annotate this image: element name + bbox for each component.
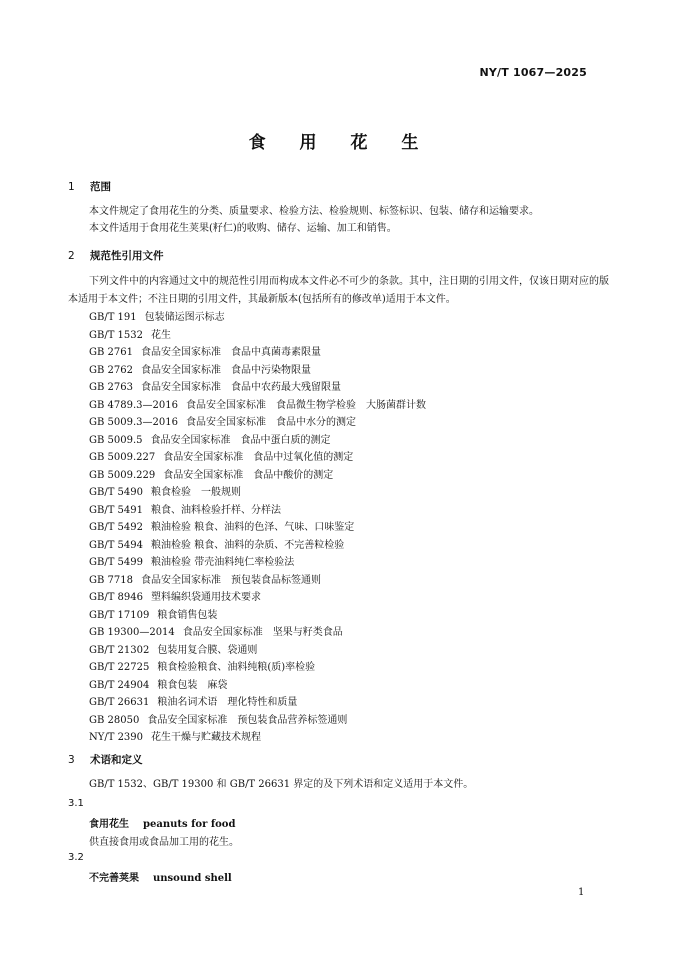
reference-title: 粮油检验 粮食、油料的色泽、气味、口味鉴定	[151, 522, 355, 533]
reference-code: GB/T 26631	[89, 697, 150, 708]
reference-title: 粮食包装 麻袋	[157, 679, 228, 691]
reference-code: NY/T 2390	[89, 732, 144, 743]
reference-code: GB/T 24904	[89, 679, 150, 691]
reference-title: 食品安全国家标准 食品微生物学检验 大肠菌群计数	[185, 399, 426, 411]
reference-title: 食品安全国家标准 预包装食品营养标签通则	[147, 714, 348, 726]
reference-title: 粮食销售包装	[157, 609, 218, 621]
reference-item	[89, 483, 241, 498]
reference-code: GB/T 8946	[89, 592, 144, 603]
reference-code: GB 4789.3—2016	[89, 399, 178, 411]
scope-paragraph-2: 本文件适用于食用花生荚果(籽仁)的收购、储存、运输、加工和销售。	[89, 223, 397, 234]
reference-code: GB/T 22725	[89, 662, 150, 673]
reference-title: 粮油检验 粮食、油料的杂质、不完善粒检验	[151, 539, 345, 551]
reference-code: GB 2762	[89, 364, 133, 376]
reference-item	[89, 658, 315, 673]
reference-title: 花生干燥与贮藏技术规程	[151, 732, 262, 743]
reference-code: GB/T 5494	[89, 539, 144, 551]
term-3-2	[89, 869, 232, 884]
reference-code: GB/T 5492	[89, 522, 144, 533]
reference-code: GB 5009.3—2016	[89, 417, 178, 428]
reference-item	[89, 588, 261, 603]
reference-title: 花生	[151, 329, 172, 341]
reference-code: GB/T 5490	[89, 487, 144, 498]
reference-title: 粮食检验粮食、油料纯粮(质)率检验	[157, 662, 316, 673]
term-cn: 食用花生	[89, 819, 129, 830]
reference-title: 食品安全国家标准 食品中酸价的测定	[163, 469, 334, 481]
terms-intro: GB/T 1532、GB/T 19300 和 GB/T 26631 界定的及下列术语和定义适用于本文件。	[89, 779, 474, 790]
term-3-1	[89, 815, 235, 830]
reference-code: GB 2761	[89, 347, 133, 358]
section-number: 1	[68, 181, 75, 193]
standard-number: NY/T 1067—2025	[479, 66, 587, 79]
reference-item	[89, 308, 225, 323]
reference-code: GB 7718	[89, 574, 133, 586]
reference-title: 粮油检验 带壳油料纯仁率检验法	[151, 557, 295, 568]
reference-code: GB/T 17109	[89, 609, 150, 621]
reference-title: 食品安全国家标准 食品中污染物限量	[140, 364, 311, 376]
reference-item	[89, 676, 227, 691]
section-1-heading	[68, 179, 111, 194]
term-3-1-definition: 供直接食用或食品加工用的花生。	[89, 837, 239, 848]
reference-title: 食品安全国家标准 坚果与籽类食品	[182, 627, 343, 638]
reference-item	[89, 361, 311, 376]
term-en: peanuts for food	[143, 819, 236, 830]
reference-title: 粮食、油料检验扦样、分样法	[151, 504, 282, 516]
section-number: 3	[68, 754, 75, 766]
document-title: 食 用 花 生	[248, 133, 433, 153]
reference-code: GB/T 5491	[89, 504, 144, 516]
reference-code: GB/T 5499	[89, 557, 144, 568]
reference-title: 粮油名词术语 理化特性和质量	[157, 697, 298, 708]
reference-title: 食品安全国家标准 食品中蛋白质的测定	[150, 434, 331, 446]
reference-item	[89, 553, 294, 568]
page-number: 1	[578, 887, 585, 898]
reference-item	[89, 693, 297, 708]
section-number: 2	[68, 250, 75, 262]
section-3-heading	[68, 752, 143, 767]
reference-item	[89, 536, 344, 551]
reference-item	[89, 378, 341, 393]
reference-title: 食品安全国家标准 食品中过氧化值的测定	[163, 452, 354, 463]
reference-item	[89, 728, 261, 743]
term-3-1-number: 3.1	[68, 798, 84, 809]
reference-title: 食品安全国家标准 预包装食品标签通则	[140, 574, 321, 586]
reference-title: 粮食检验 一般规则	[151, 487, 242, 498]
reference-item	[89, 571, 321, 586]
reference-code: GB 5009.227	[89, 452, 156, 463]
reference-code: GB/T 191	[89, 312, 137, 323]
reference-code: GB 5009.5	[89, 434, 143, 446]
reference-item	[89, 448, 353, 463]
reference-item	[89, 606, 217, 621]
reference-title: 包装储运图示标志	[144, 312, 225, 323]
section-title: 术语和定义	[90, 754, 143, 766]
reference-code: GB 28050	[89, 714, 140, 726]
term-cn: 不完善荚果	[89, 873, 139, 884]
reference-item	[89, 413, 356, 428]
reference-item	[89, 623, 343, 638]
reference-title: 包装用复合膜、袋通则	[157, 644, 258, 656]
section-title: 规范性引用文件	[90, 250, 164, 262]
reference-item	[89, 326, 171, 341]
reference-code: GB/T 21302	[89, 644, 150, 656]
reference-item	[89, 343, 321, 358]
scope-paragraph-1: 本文件规定了食用花生的分类、质量要求、检验方法、检验规则、标签标识、包装、储存和运输要求。	[89, 206, 539, 217]
reference-code: GB 19300—2014	[89, 627, 175, 638]
reference-code: GB/T 1532	[89, 329, 144, 341]
reference-title: 塑料编织袋通用技术要求	[151, 592, 262, 603]
term-en: unsound shell	[153, 873, 232, 884]
references-intro: 下列文件中的内容通过文中的规范性引用而构成本文件必不可少的条款。其中，注日期的引用文件，仅该日期对应的版本适用于本文件；不注日期的引用文件，其最新版本(包括所有的修改单)适用于本文件。	[68, 276, 609, 305]
reference-item	[89, 431, 331, 446]
reference-item	[89, 501, 281, 516]
reference-item	[89, 641, 257, 656]
reference-code: GB 2763	[89, 382, 133, 393]
reference-item	[89, 396, 426, 411]
reference-item	[89, 466, 333, 481]
term-3-2-number: 3.2	[68, 852, 84, 863]
reference-item	[89, 518, 354, 533]
reference-code: GB 5009.229	[89, 469, 156, 481]
section-title: 范围	[90, 181, 111, 193]
reference-title: 食品安全国家标准 食品中农药最大残留限量	[140, 382, 341, 393]
reference-title: 食品安全国家标准 食品中真菌毒素限量	[140, 347, 321, 358]
reference-title: 食品安全国家标准 食品中水分的测定	[185, 417, 356, 428]
section-2-heading	[68, 248, 164, 263]
reference-item	[89, 711, 347, 726]
